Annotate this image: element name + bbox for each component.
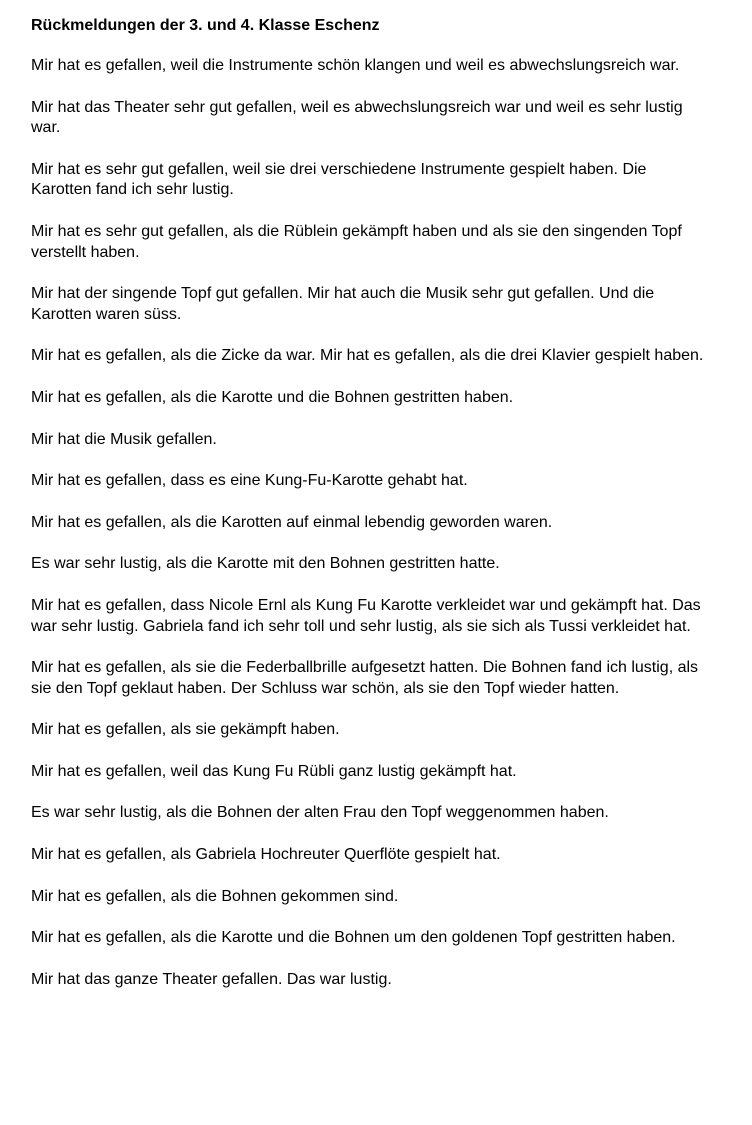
feedback-entry: Mir hat das Theater sehr gut gefallen, weil es abwechslungsreich war und weil es sehr lustig war. xyxy=(31,98,683,137)
feedback-entry: Mir hat es gefallen, weil die Instrumente schön klangen und weil es abwechslungsreich war. xyxy=(31,57,680,74)
feedback-entry: Mir hat es gefallen, dass Nicole Ernl als Kung Fu Karotte verkleidet war und gekämpft hat. Das war sehr lustig. Gabriela fand ich sehr toll und sehr lustig, als sie sich als Tussi verkleidet hat. xyxy=(31,596,701,635)
feedback-entry: Mir hat es gefallen, dass es eine Kung-Fu-Karotte gehabt hat. xyxy=(31,472,468,490)
feedback-list xyxy=(31,56,712,990)
feedback-entry: Mir hat es gefallen, als die Karotten auf einmal lebendig geworden waren. xyxy=(31,513,553,531)
feedback-entry: Mir hat es gefallen, weil das Kung Fu Rübli ganz lustig gekämpft hat. xyxy=(31,762,517,780)
document-title: Rückmeldungen der 3. und 4. Klasse Eschenz xyxy=(31,17,380,34)
feedback-entry: Mir hat der singende Topf gut gefallen. Mir hat auch die Musik sehr gut gefallen. Und die Karotten waren süss. xyxy=(31,285,655,323)
feedback-entry: Mir hat es gefallen, als Gabriela Hochreuter Querflöte gespielt hat. xyxy=(31,846,501,864)
feedback-entry: Mir hat es sehr gut gefallen, als die Rüblein gekämpft haben und als sie den singenden Topf verstellt haben. xyxy=(31,222,682,261)
feedback-entry: Mir hat es gefallen, als die Bohnen gekommen sind. xyxy=(31,887,399,905)
feedback-entry: Mir hat es gefallen, als die Karotte und die Bohnen gestritten haben. xyxy=(31,388,514,406)
feedback-entry: Mir hat es sehr gut gefallen, weil sie drei verschiedene Instrumente gespielt haben. Die Karotten fand ich sehr lustig. xyxy=(31,160,647,199)
feedback-entry: Es war sehr lustig, als die Karotte mit den Bohnen gestritten hatte. xyxy=(31,555,500,573)
feedback-entry: Mir hat es gefallen, als sie gekämpft haben. xyxy=(31,721,340,739)
feedback-entry: Mir hat es gefallen, als die Zicke da war. Mir hat es gefallen, als die drei Klavier gespielt haben. xyxy=(31,347,704,365)
feedback-entry: Mir hat die Musik gefallen. xyxy=(31,430,217,448)
feedback-entry: Es war sehr lustig, als die Bohnen der alten Frau den Topf weggenommen haben. xyxy=(31,804,609,822)
feedback-entry: Mir hat das ganze Theater gefallen. Das war lustig. xyxy=(31,970,392,988)
feedback-entry: Mir hat es gefallen, als sie die Federballbrille aufgesetzt hatten. Die Bohnen fand ich lustig, als sie den Topf geklaut haben. Der Schluss war schön, als sie den Topf wieder hatten. xyxy=(31,659,699,697)
feedback-entry: Mir hat es gefallen, als die Karotte und die Bohnen um den goldenen Topf gestritten haben. xyxy=(31,929,676,947)
